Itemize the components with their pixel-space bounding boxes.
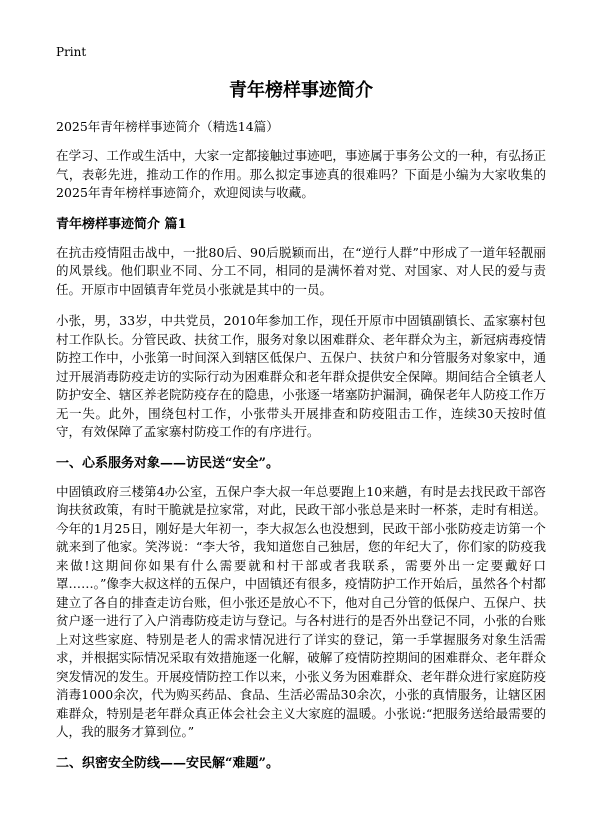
paragraph-3: 中固镇政府三楼第4办公室，五保户李大叔一年总要跑上10来趟，有时是去找民政干部咨询扶贫政策，有时干脆就是拉家常，对此，民政干部小张总是来时一杯茶，走时有相送。今年的1月25日，刚好是大年初一，李大叔怎么也没想到，民政干部小张防疫走访第一个就来到了他家。笑涔说：“李大爷，我知道您自己独居，您的年纪大了，你们家的防疫我来做!这期间你如果有什么需要就和村干部或者我联系，需要外出一定要戴好口罩……。”像李大叔这样的五保户，中固镇还有很多，疫情防护工作开始后，虽然各个村都建立了各自的排查走访台账，但小张还是放心不下，他对自己分管的低保户、五保户、扶贫户逐一进行了入户消毒防疫走访与登记。与各村进行的是否外出登记不同，小张的台账上对这些家庭、特别是老人的需求情况进行了详实的登记，第一手掌握服务对象生活需求，并根据实际情况采取有效措施逐一化解，破解了疫情防控期间的困难群众、老年群众突发情况的发生。开展疫情防控工作以来，小张义务为困难群众、老年群众进行家庭防疫消毒1000余次，代为购买药品、食品、生活必需品30余次，小张的真情服务，让辖区困难群众，特别是老年群众真正体会社会主义大家庭的温暖。小张说:“把服务送给最需要的人，我的服务才算到位。”: [56, 483, 546, 739]
subheading-2: 二、织密安全防线——安民解“难题”。: [56, 755, 279, 771]
paragraph-1: 在抗击疫情阻击战中，一批80后、90后脱颖而出，在“逆行人群”中形成了一道年轻靓丽的风景线。他们职业不同、分工不同，相同的是满怀着对党、对国家、对人民的爱与责任。开原市中固镇青年党员小张就是其中的一员。: [56, 244, 546, 297]
document-title: 青年榜样事迹简介: [229, 80, 373, 101]
paragraph-2: 小张，男，33岁，中共党员，2010年参加工作，现任开原市中固镇副镇长、孟家寨村包村工作队长。分管民政、扶贫工作，服务对象以困难群众、老年群众为主，新冠病毒疫情防控工作中，小张第一时间深入到辖区低保户、五保户、扶贫户和分管服务对象家中，通过开展消毒防疫走访的实际行动为困难群众和老年群众提供安全保障。期间结合全镇老人防护安全、辖区养老院防疫存在的隐患，小张逐一堵塞防护漏洞，确保老年人防疫工作万无一失。此外，围绕包村工作，小张带头开展排查和防疫阻击工作，连续30天按时值守，有效保障了孟家寨村防疫工作的有序进行。: [56, 313, 546, 439]
section-heading: 青年榜样事迹简介 篇1: [56, 216, 187, 232]
document-subtitle: 2025年青年榜样事迹简介（精选14篇）: [56, 119, 279, 134]
subheading-1: 一、心系服务对象——访民送“安全”。: [56, 455, 279, 471]
print-label[interactable]: Print: [56, 45, 87, 59]
intro-paragraph: 在学习、工作或生活中，大家一定都接触过事迹吧，事迹属于事务公文的一种，有弘扬正气，表彰先进，推动工作的作用。那么拟定事迹真的很难吗？下面是小编为大家收集的2025年青年榜样事迹简介，欢迎阅读与收藏。: [56, 148, 546, 200]
